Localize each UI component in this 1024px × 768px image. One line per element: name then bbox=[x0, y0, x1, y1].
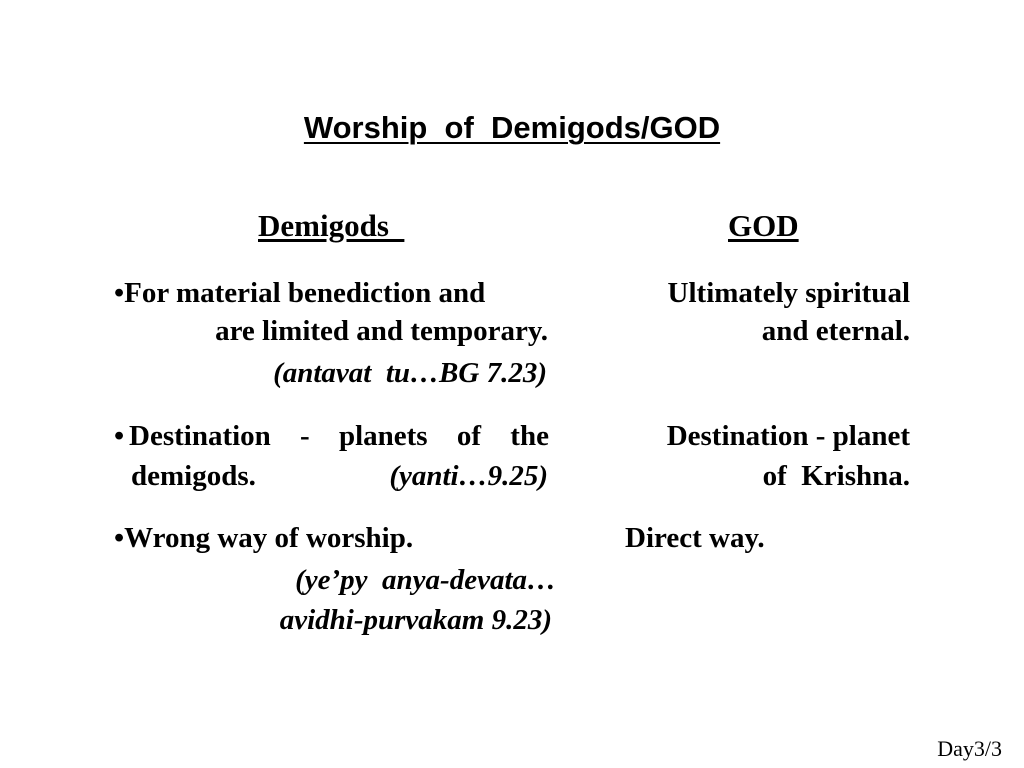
slide-footer: Day3/3 bbox=[937, 736, 1002, 761]
row2-right-line2: of Krishna. bbox=[762, 460, 910, 492]
bullet: • bbox=[114, 277, 125, 309]
god-heading: GOD bbox=[728, 208, 799, 243]
row3-left-line1: •Wrong way of worship. bbox=[114, 522, 414, 554]
row1-left-line1: •For material benediction and bbox=[114, 277, 486, 309]
row1-left-line2: are limited and temporary. bbox=[215, 315, 548, 347]
demigods-heading: Demigods bbox=[258, 208, 405, 243]
row2-left-line1: Destination - planets of the bbox=[129, 420, 549, 452]
row3-right-line1: Direct way. bbox=[625, 522, 765, 554]
row2-left-line2: demigods. bbox=[131, 460, 256, 492]
row1-right-line2: and eternal. bbox=[761, 315, 910, 347]
row1-left-reference: (antavat tu…BG 7.23) bbox=[273, 357, 547, 389]
slide-title: Worship of Demigods/GOD bbox=[303, 110, 721, 145]
row2-left-reference: (yanti…9.25) bbox=[389, 460, 548, 492]
row3-left-reference2: avidhi-purvakam 9.23) bbox=[279, 604, 552, 636]
row2-right-line1: Destination - planet bbox=[666, 420, 910, 452]
row3-left-reference1: (ye’py anya-devata… bbox=[295, 564, 556, 596]
row1-right-line1: Ultimately spiritual bbox=[667, 277, 910, 309]
row2-left-bullet: • bbox=[114, 420, 125, 452]
